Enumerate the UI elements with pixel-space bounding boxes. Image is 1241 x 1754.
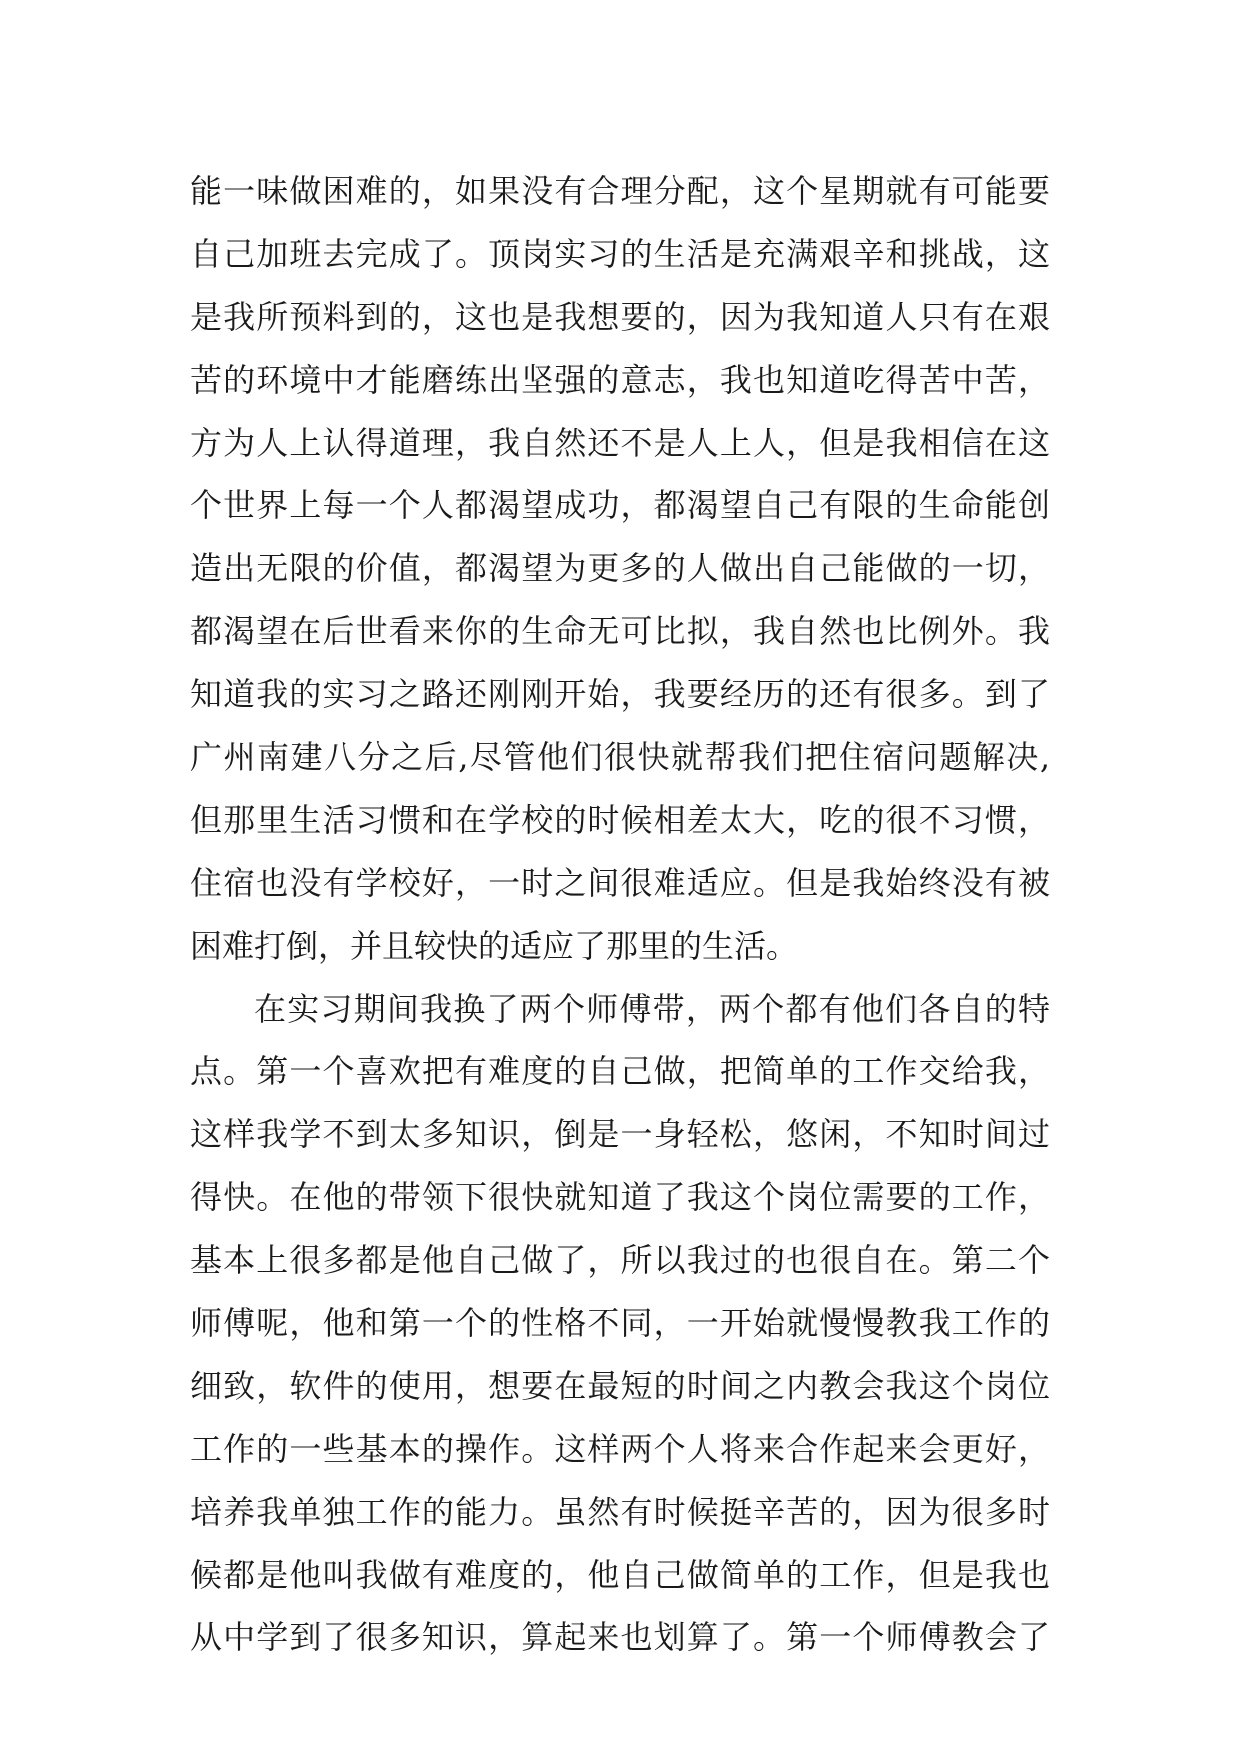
paragraph-2 xyxy=(190,978,1050,1670)
text-line: 能一味做困难的，如果没有合理分配，这个星期就有可能要 xyxy=(190,172,1050,210)
text-line: 点。第一个喜欢把有难度的自己做，把简单的工作交给我， xyxy=(190,1052,1050,1091)
text-line: 基本上很多都是他自己做了，所以我过的也很自在。第二个 xyxy=(190,1241,1050,1280)
text-line: 从中学到了很多知识，算起来也划算了。第一个师傅教会了 xyxy=(190,1618,1050,1657)
text-line: 工作的一些基本的操作。这样两个人将来合作起来会更好， xyxy=(190,1429,1050,1468)
text-line: 苦的环境中才能磨练出坚强的意志，我也知道吃得苦中苦， xyxy=(190,360,1050,399)
text-line: 但那里生活习惯和在学校的时候相差太大，吃的很不习惯， xyxy=(190,800,1050,839)
text-line: 造出无限的价值，都渴望为更多的人做出自己能做的一切， xyxy=(190,549,1050,588)
text-line: 个世界上每一个人都渴望成功，都渴望自己有限的生命能创 xyxy=(190,486,1050,525)
text-line: 住宿也没有学校好，一时之间很难适应。但是我始终没有被 xyxy=(190,863,1050,902)
text-line: 细致，软件的使用，想要在最短的时间之内教会我这个岗位 xyxy=(190,1366,1050,1405)
text-line: 是我所预料到的，这也是我想要的，因为我知道人只有在艰 xyxy=(190,297,1050,336)
text-line: 培养我单独工作的能力。虽然有时候挺辛苦的，因为很多时 xyxy=(190,1492,1050,1531)
text-line: 困难打倒，并且较快的适应了那里的生活。 xyxy=(190,926,799,965)
text-line: 方为人上认得道理，我自然还不是人上人，但是我相信在这 xyxy=(190,423,1050,462)
text-line: 这样我学不到太多知识，倒是一身轻松，悠闲，不知时间过 xyxy=(190,1115,1050,1154)
document-body xyxy=(190,160,1050,1669)
text-line: 都渴望在后世看来你的生命无可比拟，我自然也比例外。我 xyxy=(190,612,1050,651)
text-line: 广州南建八分之后,尽管他们很快就帮我们把住宿问题解决, xyxy=(190,738,1050,777)
text-line: 候都是他叫我做有难度的，他自己做简单的工作，但是我也 xyxy=(190,1555,1050,1594)
text-line: 得快。在他的带领下很快就知道了我这个岗位需要的工作， xyxy=(190,1178,1050,1217)
paragraph-1 xyxy=(190,160,1050,978)
text-line: 自己加班去完成了。顶岗实习的生活是充满艰辛和挑战，这 xyxy=(190,234,1050,273)
text-line: 师傅呢，他和第一个的性格不同，一开始就慢慢教我工作的 xyxy=(190,1304,1050,1343)
text-line: 知道我的实习之路还刚刚开始，我要经历的还有很多。到了 xyxy=(190,675,1050,714)
text-line: 在实习期间我换了两个师傅带，两个都有他们各自的特 xyxy=(254,989,1050,1028)
